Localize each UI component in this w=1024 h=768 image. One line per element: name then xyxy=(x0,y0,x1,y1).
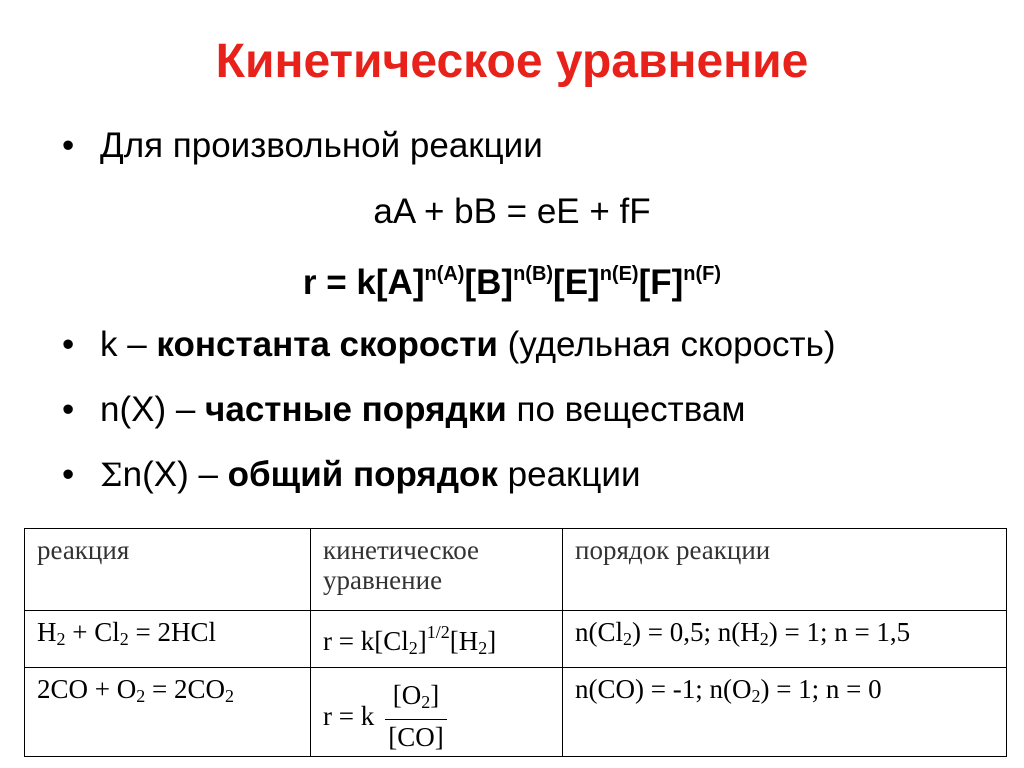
bullet-rate-constant: • k – константа скорости (удельная скорость) xyxy=(62,325,836,364)
table-row xyxy=(25,611,1007,668)
fraction-equation: r = k $\frac{[O_2]}{[CO]}$ xyxy=(323,680,452,752)
cell-reaction: $2CO + O_2 = 2CO_2$ xyxy=(25,668,311,757)
bold-term: общий порядок xyxy=(227,455,498,494)
sigma-symbol: Σ xyxy=(100,456,123,494)
cell-reaction: $H_2 + Cl_2 = 2HCl$ xyxy=(25,611,311,668)
kinetics-table xyxy=(24,528,1007,757)
bullet-dot: • xyxy=(62,390,75,429)
fraction xyxy=(380,680,452,752)
bullet-dot: • xyxy=(62,455,75,494)
bullet-text: Для произвольной реакции xyxy=(100,126,543,165)
bullet-dot: • xyxy=(62,325,75,364)
header-reaction: реакция xyxy=(25,529,311,611)
rate-equation: $r = k[A]^{n(A)}[B]^{n(B)}[E]^{n(E)}[F]^{n(F)}$ xyxy=(302,263,722,302)
bullet-overall-order: • Σn(X) – общий порядок реакции xyxy=(62,455,641,494)
header-kinetic-equation: кинетическое уравнение xyxy=(311,529,563,611)
cell-kinetic-equation xyxy=(311,668,563,757)
cell-kinetic-equation: $r = k[Cl_2]^{1/2}[H_2]$ xyxy=(311,611,563,668)
table-header-row xyxy=(25,529,1007,611)
bold-term: константа скорости xyxy=(156,325,498,364)
page-title: Кинетическое уравнение xyxy=(215,35,809,88)
bullet-dot: • xyxy=(62,126,75,165)
cell-reaction-order: $n(Cl_2) = 0,5$; $n(H_2) = 1$; n = 1,5 xyxy=(563,611,1007,668)
fraction-numerator: $[O_2]$ xyxy=(385,680,448,720)
reaction-equation: aA + bB = eE + fF xyxy=(373,192,651,231)
fraction-denominator: [CO] xyxy=(388,722,444,752)
bold-term: частные порядки xyxy=(205,390,507,429)
header-reaction-order: порядок реакции xyxy=(563,529,1007,611)
bullet-partial-orders: • n(X) – частные порядки по веществам xyxy=(62,390,746,429)
bullet-arbitrary-reaction xyxy=(62,126,543,166)
cell-reaction-order: n(CO) = -1; $n(O_2) = 1$; n = 0 xyxy=(563,668,1007,757)
table-row xyxy=(25,668,1007,757)
